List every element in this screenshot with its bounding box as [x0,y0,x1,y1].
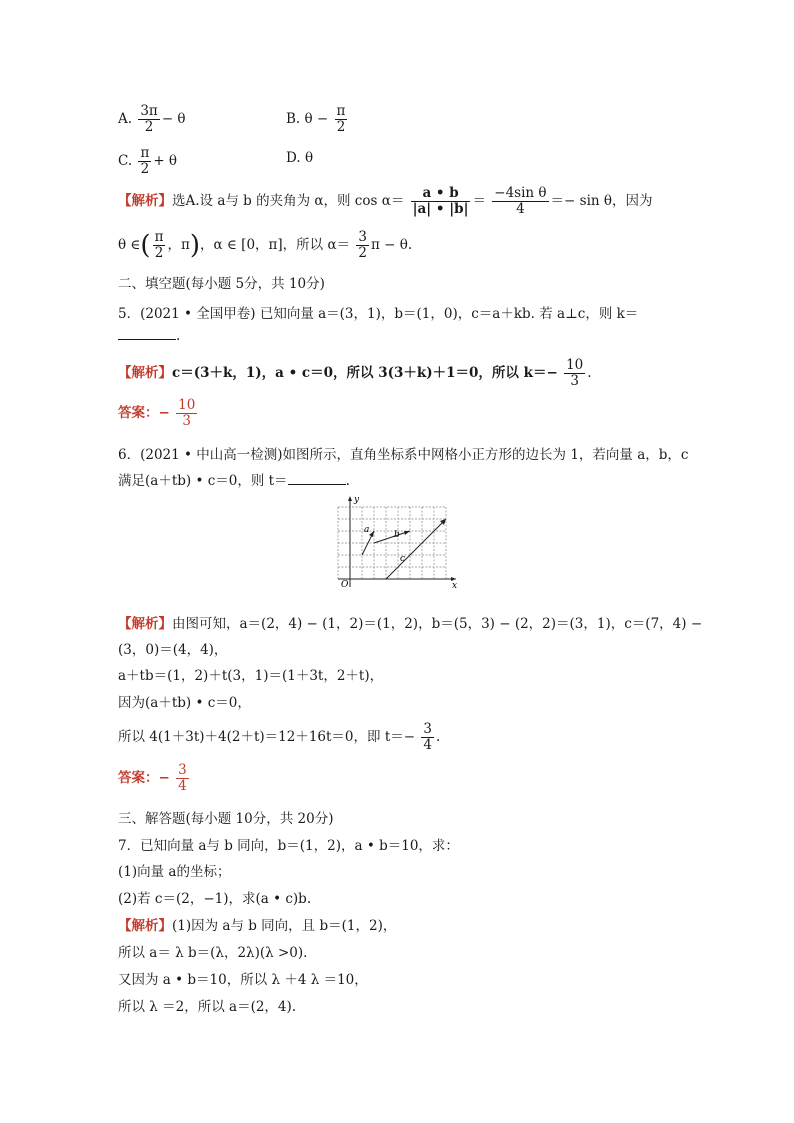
solution-6-line-3: a＋tb＝(1，2)＋t(3，1)＝(1＋3t，2＋t)， [118,668,384,684]
question-6-line-1: 6．(2021 • 中山高一检测)如图所示，直角坐标系中网格小正方形的边长为 1，若向量 a，b，c [118,447,689,463]
option-b: B. θ − $\frac{\pi}{2}$ [286,103,346,135]
cos-fraction: $\frac{a • b}{|a| • |b|}$ [412,185,469,217]
answer-blank [118,327,176,340]
option-a-fraction: $\frac{3\pi}{2}$ [140,103,158,135]
question-7-line-1: 7．已知向量 a与 b 同向，b＝(1，2)，a • b＝10，求： [118,838,459,854]
section-2-heading: 二、填空题(每小题 5分，共 10分) [118,276,325,292]
solution-4-line-1: 【解析】选A.设 a与 b 的夹角为 α，则 cos α＝ $\frac{a • b}{|a| • |b|}$ ＝ $\frac{\text{−4sin θ}}{4}$ ＝− sin θ，因为 [118,185,653,217]
interval-fraction: $\frac{\pi}{2}$ [154,229,164,261]
option-a: A. $\frac{3\pi}{2}$ − θ [118,103,186,135]
grid [338,507,446,579]
solution-6-line-4: 因为(a＋tb) • c＝0， [118,695,251,711]
solution-6-line-5: 所以 4(1＋3t)＋4(2＋t)＝12＋16t＝0，即 t＝− $\frac{3}{4}$ . [118,721,441,753]
answer-5-fraction: $\frac{10}{3}$ [178,397,196,429]
y-label: y [354,495,360,505]
solution-4-line-2: θ ∈( $\frac{\pi}{2}$ ，π)，α ∈ [0，π]，所以 α＝ $\frac{3}{2}$ π − θ. [118,229,413,261]
c-label: c [400,554,406,564]
question-5-line-1: 5．(2021 • 全国甲卷) 已知向量 a＝(3，1)，b＝(1，0)，c＝a＋kb. 若 a⊥c，则 k＝ [118,306,639,322]
solution-5: 【解析】c＝(3＋k，1)，a • c＝0，所以 3(3＋k)＋1＝0，所以 k＝− $\frac{10}{3}$ . [118,357,592,389]
option-c: C. $\frac{\pi}{2}$ + θ [118,145,178,177]
solution-6-line-1: 【解析】由图可知，a＝(2，4) − (1，2)＝(1，2)，b＝(5，3) − (2，2)＝(3，1)，c＝(7，4) − [118,616,703,632]
option-c-fraction: $\frac{\pi}{2}$ [140,145,150,177]
vector-b-arrowhead [404,531,410,535]
solution-7-line-3: 又因为 a • b＝10，所以 λ ＋4 λ ＝10， [118,972,368,988]
answer-blank [288,472,346,485]
vector-c [386,519,446,579]
vector-a-arrowhead [369,531,374,537]
t-fraction: $\frac{3}{4}$ [423,721,432,753]
solution-7-line-4: 所以 λ ＝2，所以 a＝(2，4). [118,999,297,1015]
alpha-fraction: $\frac{3}{2}$ [358,229,367,261]
y-axis-arrow [348,496,352,501]
a-label: a [364,525,370,535]
coordinate-figure [328,492,464,590]
solution-6-line-2: (3，0)＝(4，4)， [118,642,228,658]
solution-7-line-2: 所以 a＝ λ b＝(λ，2λ)(λ >0). [118,945,308,961]
solution-7-line-1: 【解析】(1)因为 a与 b 同向，且 b＝(1，2)， [118,918,397,934]
origin-label: O [341,580,349,590]
section-3-heading: 三、解答题(每小题 10分，共 20分) [118,811,334,827]
question-5-line-2: . [118,327,180,344]
sin-fraction: $\frac{\text{−4sin θ}}{4}$ [494,185,547,217]
answer-6-fraction: $\frac{3}{4}$ [178,762,187,794]
answer-5: 答案：− $\frac{10}{3}$ [118,397,196,429]
answer-6: 答案：− $\frac{3}{4}$ [118,762,187,794]
b-label: b [394,530,400,540]
question-7-line-3: (2)若 c＝(2，−1)，求(a • c)b. [118,891,312,907]
option-b-fraction: $\frac{\pi}{2}$ [336,103,346,135]
k-fraction: $\frac{10}{3}$ [566,357,584,389]
option-d: D. θ [286,150,314,166]
question-6-line-2: 满足(a＋tb) • c＝0，则 t＝ . [118,473,350,489]
x-label: x [452,581,458,590]
question-7-line-2: (1)向量 a的坐标； [118,864,231,880]
